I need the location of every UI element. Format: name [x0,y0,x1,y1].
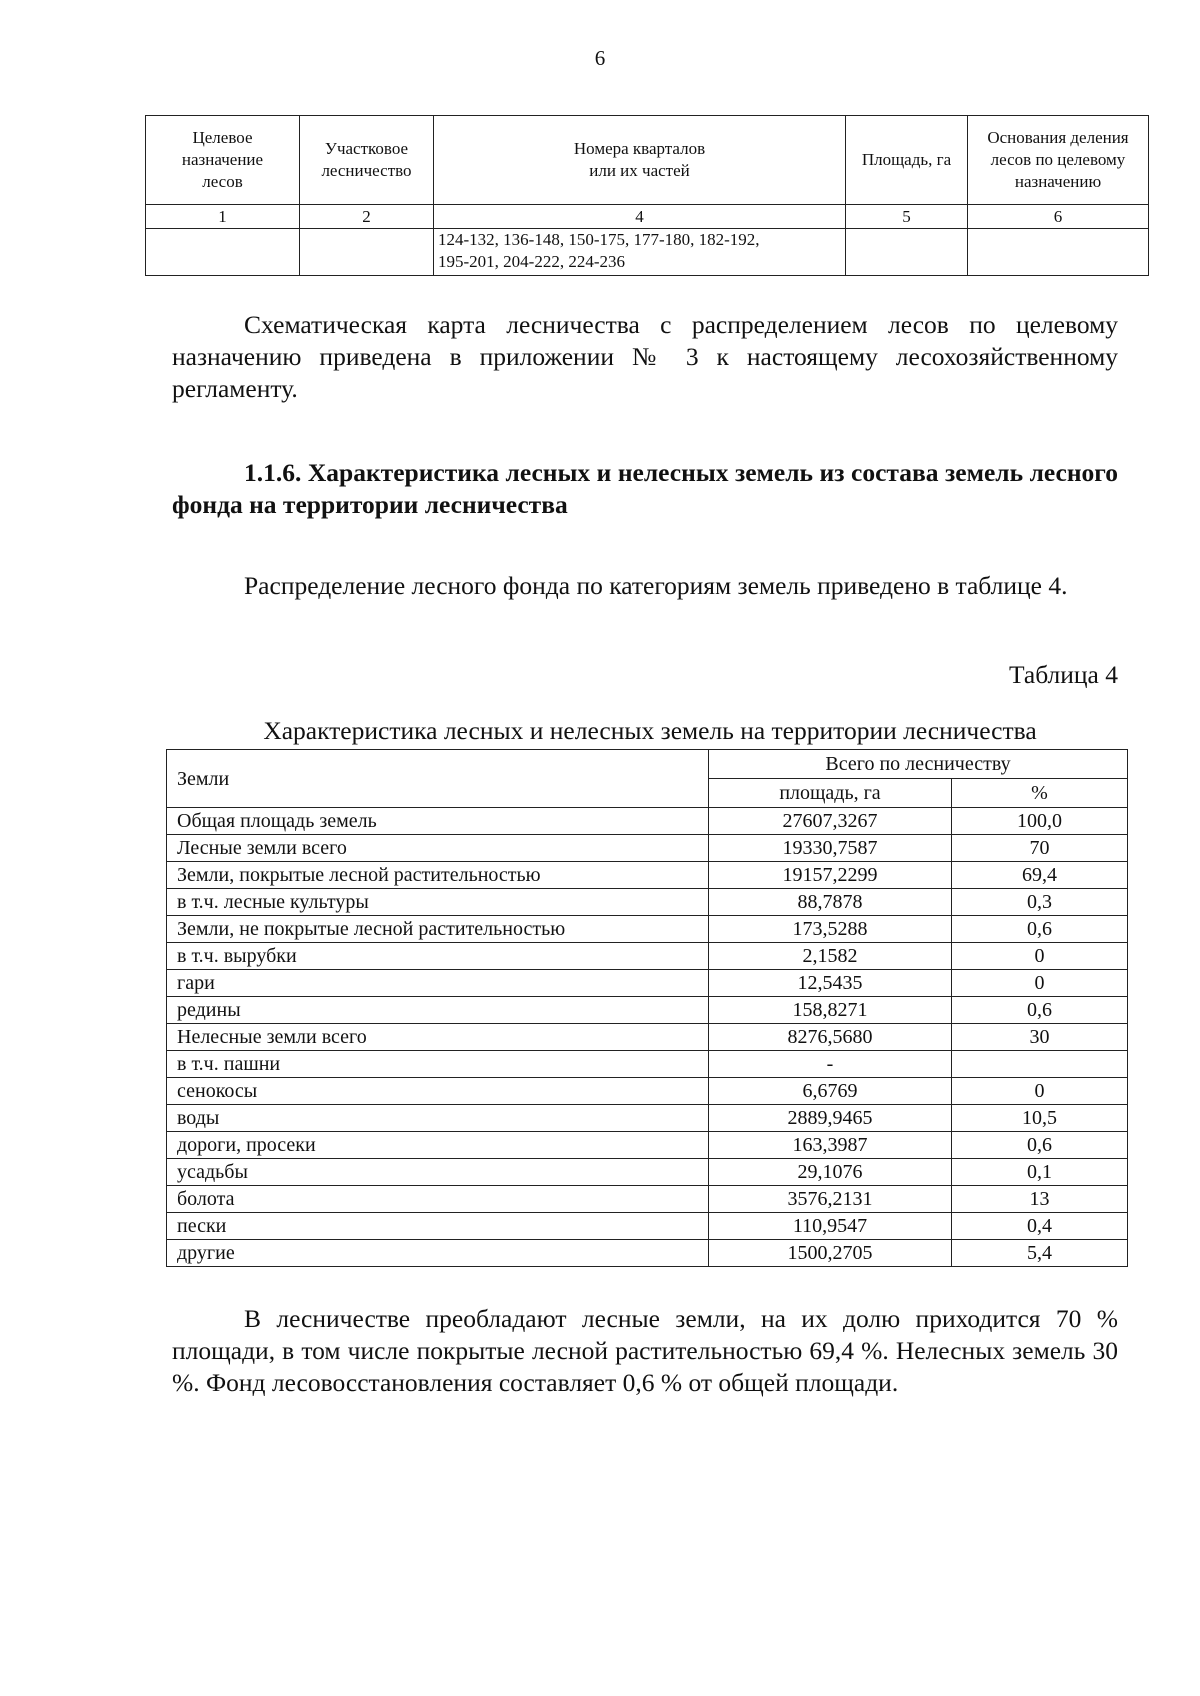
row-percent: 5,4 [952,1240,1128,1267]
row-area: 6,6769 [709,1078,952,1105]
table-row [167,1105,1128,1132]
table-row [167,1024,1128,1051]
quarters-cell: 124-132, 136-148, 150-175, 177-180, 182-192, 195-201, 204-222, 224-236 [434,229,846,276]
paragraph-map: Схематическая карта лесничества с распределением лесов по целевому назначению приведена в приложении № 3 к настоящему лесохозяйственному регламенту. [172,310,1118,403]
row-name: Лесные земли всего [167,835,709,862]
row-area: - [709,1051,952,1078]
paragraph-distribution: Распределение лесного фонда по категориям земель приведено в таблице 4. [244,571,1068,600]
row-percent: 0,4 [952,1213,1128,1240]
row-area: 163,3987 [709,1132,952,1159]
table-row [167,889,1128,916]
row-percent: 0 [952,943,1128,970]
row-name: дороги, просеки [167,1132,709,1159]
table-row [167,1186,1128,1213]
row-name: усадьбы [167,1159,709,1186]
table-row [167,916,1128,943]
header-area: Площадь, га [846,116,968,205]
row-percent: 100,0 [952,808,1128,835]
row-percent: 0,6 [952,997,1128,1024]
table-row [167,1240,1128,1267]
row-area: 8276,5680 [709,1024,952,1051]
forest-purpose-table [145,115,1149,276]
header-area: площадь, га [709,779,952,808]
row-name: другие [167,1240,709,1267]
table-header-row [146,116,1149,205]
table-number-row: 1 2 4 5 6 [146,205,1149,229]
row-percent: 0,3 [952,889,1128,916]
row-name: в т.ч. вырубки [167,943,709,970]
table-row [167,1078,1128,1105]
row-area: 29,1076 [709,1159,952,1186]
row-name: в т.ч. лесные культуры [167,889,709,916]
row-area: 3576,2131 [709,1186,952,1213]
row-percent: 13 [952,1186,1128,1213]
row-name: пески [167,1213,709,1240]
row-area: 1500,2705 [709,1240,952,1267]
header-quarters: Номера кварталов или их частей [434,116,846,205]
table-row [167,808,1128,835]
row-area: 110,9547 [709,1213,952,1240]
table-caption: Характеристика лесных и нелесных земель на территории лесничества [263,716,1037,745]
row-name: Нелесные земли всего [167,1024,709,1051]
paragraph-summary: В лесничестве преобладают лесные земли, на их долю приходится 70 % площади, в том числе покрытые лесной растительностью 69,4 %. Нелесных земель 30 %. Фонд лесовосстановления составляет 0,6 % от общей площади. [172,1304,1118,1397]
row-percent: 0 [952,1078,1128,1105]
row-name: Земли, не покрытые лесной растительностью [167,916,709,943]
table-row [167,997,1128,1024]
row-percent: 30 [952,1024,1128,1051]
row-area: 173,5288 [709,916,952,943]
header-lands: Земли [167,750,709,808]
row-name: воды [167,1105,709,1132]
row-area: 19330,7587 [709,835,952,862]
table-row [167,943,1128,970]
row-area: 2889,9465 [709,1105,952,1132]
row-area: 12,5435 [709,970,952,997]
row-name: болота [167,1186,709,1213]
row-percent: 0,6 [952,916,1128,943]
table-row [167,1159,1128,1186]
row-percent: 0 [952,970,1128,997]
row-name: Общая площадь земель [167,808,709,835]
table-row [167,862,1128,889]
table-row [167,1213,1128,1240]
header-district: Участковое лесничество [300,116,434,205]
row-name: гари [167,970,709,997]
table-label: Таблица 4 [1008,660,1118,689]
table-row [167,1051,1128,1078]
row-percent [952,1051,1128,1078]
row-name: редины [167,997,709,1024]
lands-table [166,749,1128,1267]
header-purpose: Целевое назначение лесов [146,116,300,205]
table-row [167,1132,1128,1159]
row-percent: 69,4 [952,862,1128,889]
row-area: 88,7878 [709,889,952,916]
section-heading: 1.1.6. Характеристика лесных и нелесных земель из состава земель лесного фонда на территории лесничества [172,458,1118,519]
row-area: 27607,3267 [709,808,952,835]
header-basis: Основания деления лесов по целевому назначению [968,116,1149,205]
table-row [167,835,1128,862]
row-percent: 70 [952,835,1128,862]
page-number: 6 [594,46,606,70]
row-area: 19157,2299 [709,862,952,889]
header-percent: % [952,779,1128,808]
row-percent: 0,1 [952,1159,1128,1186]
table-row [167,970,1128,997]
table-header-row [167,750,1128,779]
row-percent: 10,5 [952,1105,1128,1132]
row-name: Земли, покрытые лесной растительностью [167,862,709,889]
row-name: в т.ч. пашни [167,1051,709,1078]
header-total: Всего по лесничеству [709,750,1128,779]
table-row [146,229,1149,276]
row-name: сенокосы [167,1078,709,1105]
row-area: 158,8271 [709,997,952,1024]
row-percent: 0,6 [952,1132,1128,1159]
row-area: 2,1582 [709,943,952,970]
